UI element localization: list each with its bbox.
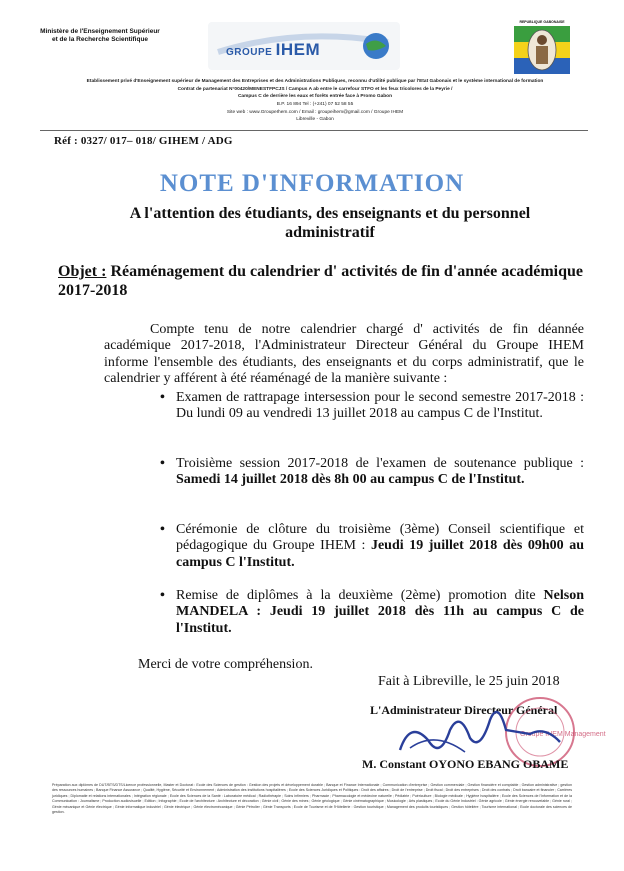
list-item-text: Remise de diplômes à la deuxième (2ème) promotion dite [176,588,544,603]
groupe-ihem-logo [208,22,400,70]
ministry-line-2: et de la Recherche Scientifique [51,36,149,44]
subject-line [58,262,588,300]
bullet-icon: • [160,588,165,603]
logo-word-small: GROUPE [226,47,273,58]
list-item [176,390,584,423]
bullet-icon: • [160,522,165,537]
place-date: Fait à Libreville, le 25 juin 2018 [378,674,560,689]
bullet-icon: • [160,390,165,405]
letterhead-line-2: Contrat de partenariat N°00420/MENESTFPCJS / Campus A ab entre le carrefour STFO et les feux tricolores de la Peyrie / [177,86,453,92]
signatory-name: M. Constant OYONO EBANG OBAME [362,757,569,771]
footer-programs: Préparation aux diplômes de DUT/BTS/DTS/Licence professionnelle, Master et Doctorat : Ecole des Sciences de gestion : Gestion des projets et développement durable ; Banque et Finance Internationale ; Communication d'entreprise ; Gestion commerciale ; Gestion financière et comptable ; Gestion administrative ; gestion des ressources humaines ; Banque Finance Assurance ; Qualité, Hygiène, Sécurité et Environnement ; Administration des institutions hospitalières ; Ecole des Sciences Juridiques et Politiques : Droit des affaires ; Droit de l'entreprise ; Droit fiscal ; Droit des entreprises ; Droit des contrats ; Droit bancaire et financier ; Carrières juridiques ; Diplomatie et relations internationales ; Intégration régionale ; Ecole des Sciences de la Santé : Laboratoire médical ; Radiothérapie ; Soins infirmiers ; Pharmacie ; Pharmacologie et médecine naturelle ; Pédiatrie ; Puériculture ; Biologie médicale ; Hygiène hospitalière ; Ecole des Sciences de l'Information et de la Communication : Journalisme ; Production audiovisuelle ; Edition ; Infographie ; Ecole de l'architecture : Architecture et décoration ; Génie civil ; Génie des mines ; Génie géologique ; Génie cinématographique ; Musicologie ; Arts plastiques ; Ecole du Génie Industriel : Génie agricole ; Génie énergie renouvelable ; Génie rural ; Génie mécanique et Génie électrique ; Génie informatique industriel ; Génie électrique ; Génie électromécanique ; Génie Pétrolier ; Génie Transports ; Ecole de Tourisme et de l'Hôtellerie : Gestion touristique ; Management des produits touristiques ; Gestion hôtelière ; Tourisme international ; Ecole doctorale des sciences de gestion. [52,783,572,814]
stamp-text: Groupe IHEM Management [520,731,606,738]
gabon-flag-icon [514,18,570,74]
list-item-bold: Samedi 14 juillet 2018 dès 8h 00 au campus C de l'Institut. [176,472,525,488]
list-item-bold: Jeudi 19 juillet 2018 dès 09h00 au campus C l'Institut. [176,538,584,570]
letterhead-line-1: Etablissement privé d'Enseignement supérieur de Management des Entreprises et des Administrations Publiques, reconnu d'utilité publique par l'Etat Gabonais et le système international de formation [86,79,544,84]
list-item-text: Cérémonie de clôture du troisième (3ème) Conseil scientifique et pédagogique du Groupe IHEM : [176,522,584,554]
list-item-text: Examen de rattrapage intersession pour le second semestre 2017-2018 : Du lundi 09 au vendredi 13 juillet 2018 au campus C de l'Institut. [176,390,584,422]
letterhead-line-3: Campus C de derrière les eaux et forêts entrée face à Promo Gabon [237,94,393,100]
attention-line: A l'attention des étudiants, des enseignants et du personnel administratif [129,205,531,242]
subject-label: Objet : [58,263,107,280]
list-item [176,456,584,489]
subject-text: Réaménagement du calendrier d' activités de fin d'année académique 2017-2018 [58,263,583,300]
logo-text [226,40,320,60]
letterhead-line-5: Site web : www.GroupeIhem.com / Email : groupeihem@gmail.com / Groupe IHEM [226,109,404,115]
intro-paragraph: Compte tenu de notre calendrier chargé d' activités de fin déannée académique 2017-2018, l'Administrateur Directeur Général du Groupe IHEM informe l'ensemble des étudiants, des enseignants et du corps administratif, que le calendrier y afférent à été réaménagé de la manière suivante : [104,322,584,387]
signatory-title: L'Administrateur Directeur Général [370,703,558,717]
header-divider [40,130,588,131]
list-item [176,522,584,571]
letterhead-line-6: Libreville - Gabon [296,117,334,123]
bullet-icon: • [160,456,165,471]
closing-thanks: Merci de votre compréhension. [138,657,313,672]
list-item-bold: Nelson MANDELA : Jeudi 19 juillet 2018 dès 11h au campus C de l'Institut. [176,588,584,636]
emblem-caption-text: REPUBLIQUE GABONAISE [519,20,565,24]
reference-number: Réf : 0327/ 017– 018/ GIHEM / ADG [54,135,233,147]
logo-word-big: IHEM [275,40,321,59]
gabon-emblem [514,18,570,74]
ministry-line-1: Ministère de l'Enseignement Supérieur [40,28,160,35]
list-item-text: Troisième session 2017-2018 de l'examen de soutenance publique : [176,456,584,471]
ministry-header [40,28,160,44]
document-title: NOTE D'INFORMATION [159,170,465,197]
list-item [176,588,584,637]
letterhead-address-block [40,78,590,124]
letterhead-line-4: B.P. 16 894 Tel : (+241) 07 52 58 55 [276,102,354,108]
